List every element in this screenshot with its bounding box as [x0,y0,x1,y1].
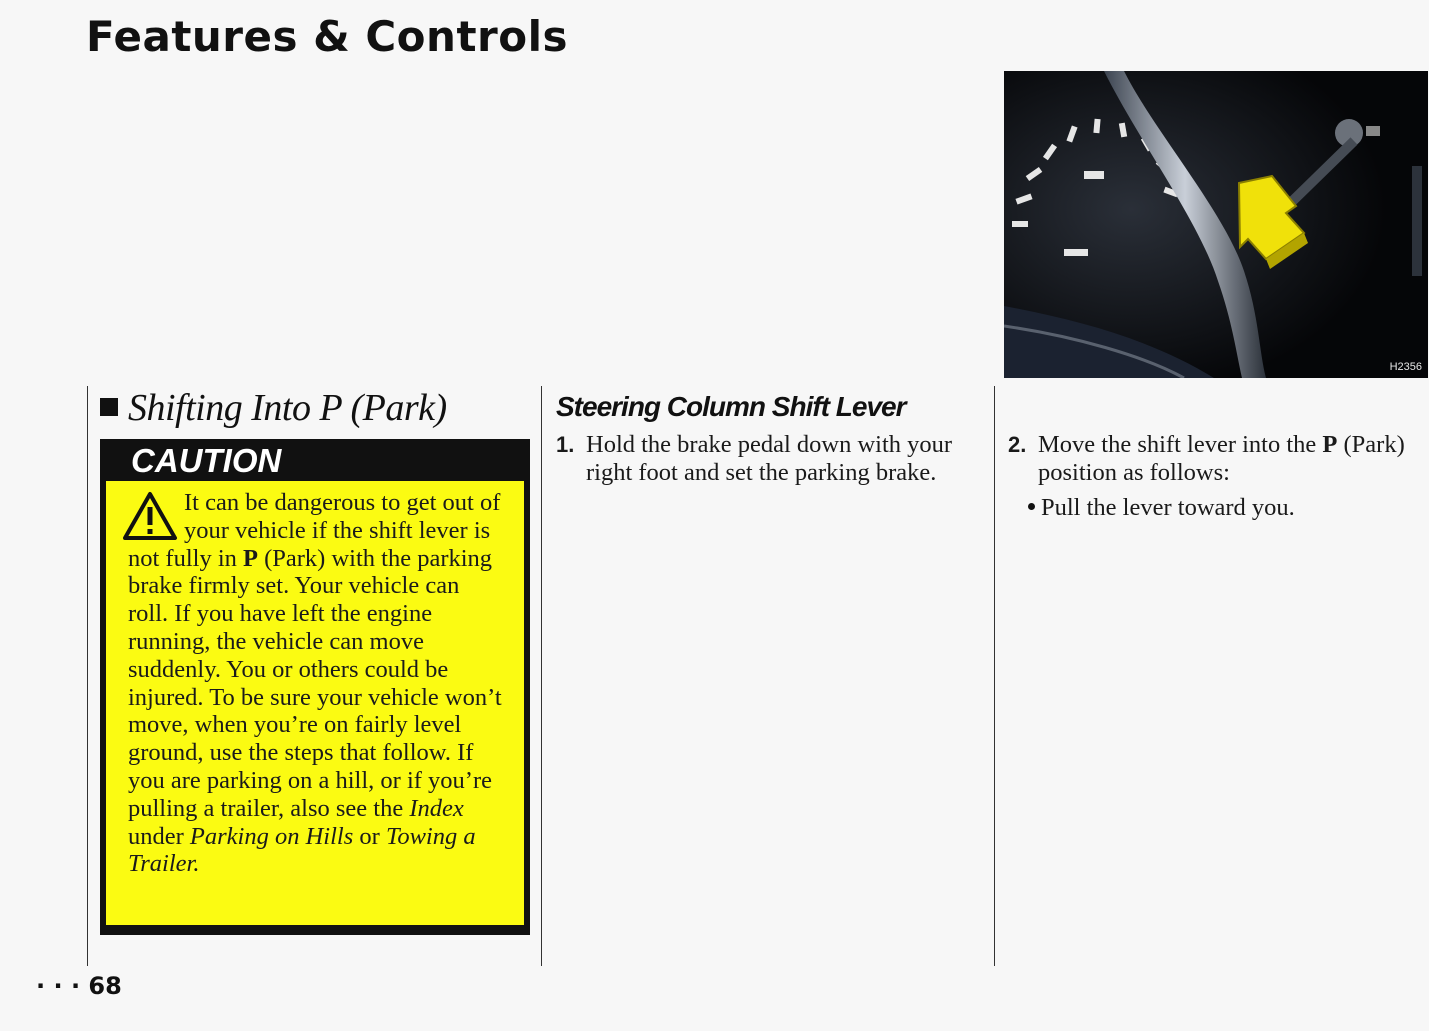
square-bullet-icon [100,398,118,416]
caution-text-2: (Park) with the parking brake firmly set. Your vehicle can roll. If you have left the engine running, the vehicle can move suddenly. You or others could be injured. To be sure your vehicle won’t move, when you’re on fairly level ground, use the steps that follow. If you are parking on a hill, or if you’re pulling a trailer, also see the [128,544,502,822]
caution-topic-hills: Parking on Hills [189,822,354,850]
page-number-value: 68 [88,972,122,1000]
photo-code: H2356 [1389,361,1422,373]
caution-text-1: It can be dangerous to get out of your vehicle if the shift lever is not fully in [128,489,501,572]
column-divider-right [994,386,995,966]
bullet-text: Pull the lever toward you. [1041,494,1295,521]
section-heading [100,386,447,430]
page-number [36,972,122,1000]
step-1 [556,431,986,487]
page-title: Features & Controls [86,12,568,61]
column-divider-left [87,386,88,966]
step-2-text-after: (Park) position as follows: [1038,431,1405,486]
round-bullet-icon [1028,503,1035,510]
steering-heading: Steering Column Shift Lever [556,391,906,422]
caution-index-word: Index [409,794,464,822]
step-2 [1008,431,1423,487]
caution-label: CAUTION [131,442,282,479]
caution-text-4: or [353,822,386,850]
caution-topic-towing: Towing a Trailer. [128,822,476,878]
step-1-number: 1. [556,432,575,457]
caution-body [106,481,524,925]
step-2-text-before: Move the shift lever into the [1038,431,1323,458]
step-1-text: Hold the brake pedal down with your right foot and set the parking brake. [586,431,953,486]
warning-triangle-icon [122,491,178,541]
column-divider-middle [541,386,542,966]
step-2-text [1008,431,1423,487]
page-dots: · · · [36,972,89,1000]
caution-text-3: under [128,822,190,850]
section-heading-text: Shifting Into P (Park) [128,387,447,429]
caution-box [100,439,530,935]
caution-park-letter: P [243,544,258,572]
shift-lever-photo [1004,71,1428,378]
steering-column-illustration [1004,71,1428,378]
bullet-item [1028,494,1295,522]
step-2-park-letter: P [1322,431,1338,458]
step-2-number: 2. [1008,432,1027,457]
